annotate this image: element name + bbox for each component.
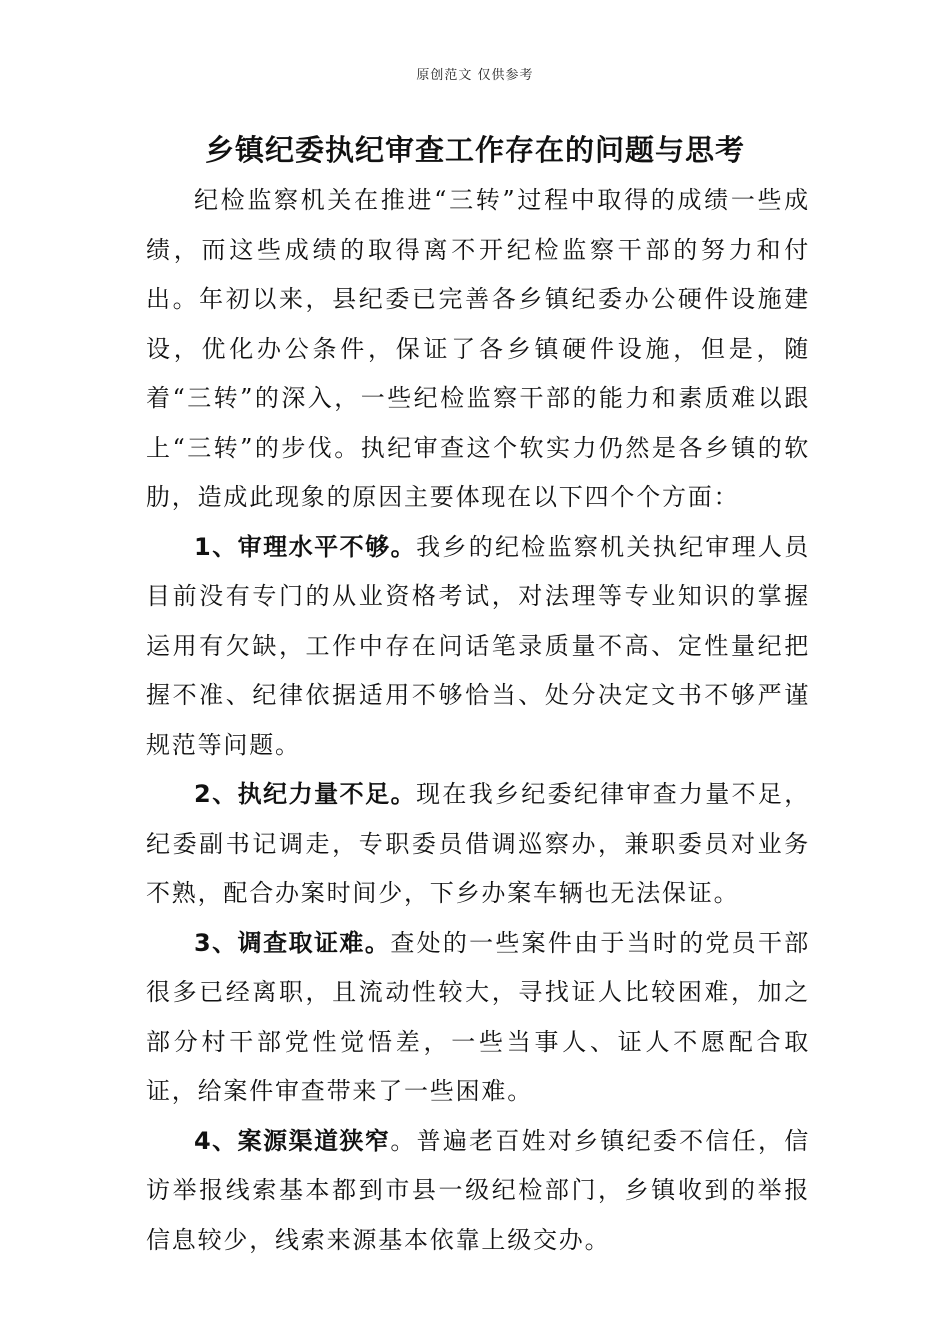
document-title: 乡镇纪委执纪审查工作存在的问题与思考 (204, 133, 745, 167)
section-3-text: 查处的一些案件由于当时的党员干部很多已经离职，且流动性较大，寻找证人比较困难，加之部分村干部党性觉悟差，一些当事人、证人不愿配合取证，给案件审查带来了一些困难。 (146, 928, 810, 1105)
section-4-heading: 4、案源渠道狭窄 (194, 1126, 391, 1155)
section-2-text: 现在我乡纪委纪律审查力量不足，纪委副书记调走，专职委员借调巡察办，兼职委员对业务不熟，配合办案时间少，下乡办案车辆也无法保证。 (146, 780, 811, 907)
section-3 (146, 919, 810, 1117)
section-4 (146, 1117, 810, 1266)
document-body (146, 176, 810, 1265)
section-1-text: 我乡的纪检监察机关执纪审理人员目前没有专门的从业资格考试，对法理等专业知识的掌握运用有欠缺，工作中存在问话笔录质量不高、定性量纪把握不准、纪律依据适用不够恰当、处分决定文书不够严谨规范等问题。 (146, 532, 811, 759)
section-1-heading: 1、审理水平不够。 (194, 532, 417, 561)
section-4-text: 。普遍老百姓对乡镇纪委不信任，信访举报线索基本都到市县一级纪检部门，乡镇收到的举报信息较少，线索来源基本依靠上级交办。 (146, 1126, 810, 1254)
section-1 (146, 523, 810, 771)
section-3-heading: 3、调查取证难。 (194, 928, 391, 957)
section-2-heading: 2、执纪力量不足。 (194, 780, 417, 808)
intro-paragraph: 纪检监察机关在推进“三转”过程中取得的成绩一些成绩，而这些成绩的取得离不开纪检监察干部的努力和付出。年初以来，县纪委已完善各乡镇纪委办公硬件设施建设，优化办公条件，保证了各乡镇硬件设施，但是，随着“三转”的深入，一些纪检监察干部的能力和素质难以跟上“三转”的步伐。执纪审查这个软实力仍然是各乡镇的软肋，造成此现象的原因主要体现在以下四个个方面： (146, 186, 810, 511)
section-2 (146, 770, 810, 919)
header-note: 原创范文 仅供参考 (416, 68, 534, 83)
